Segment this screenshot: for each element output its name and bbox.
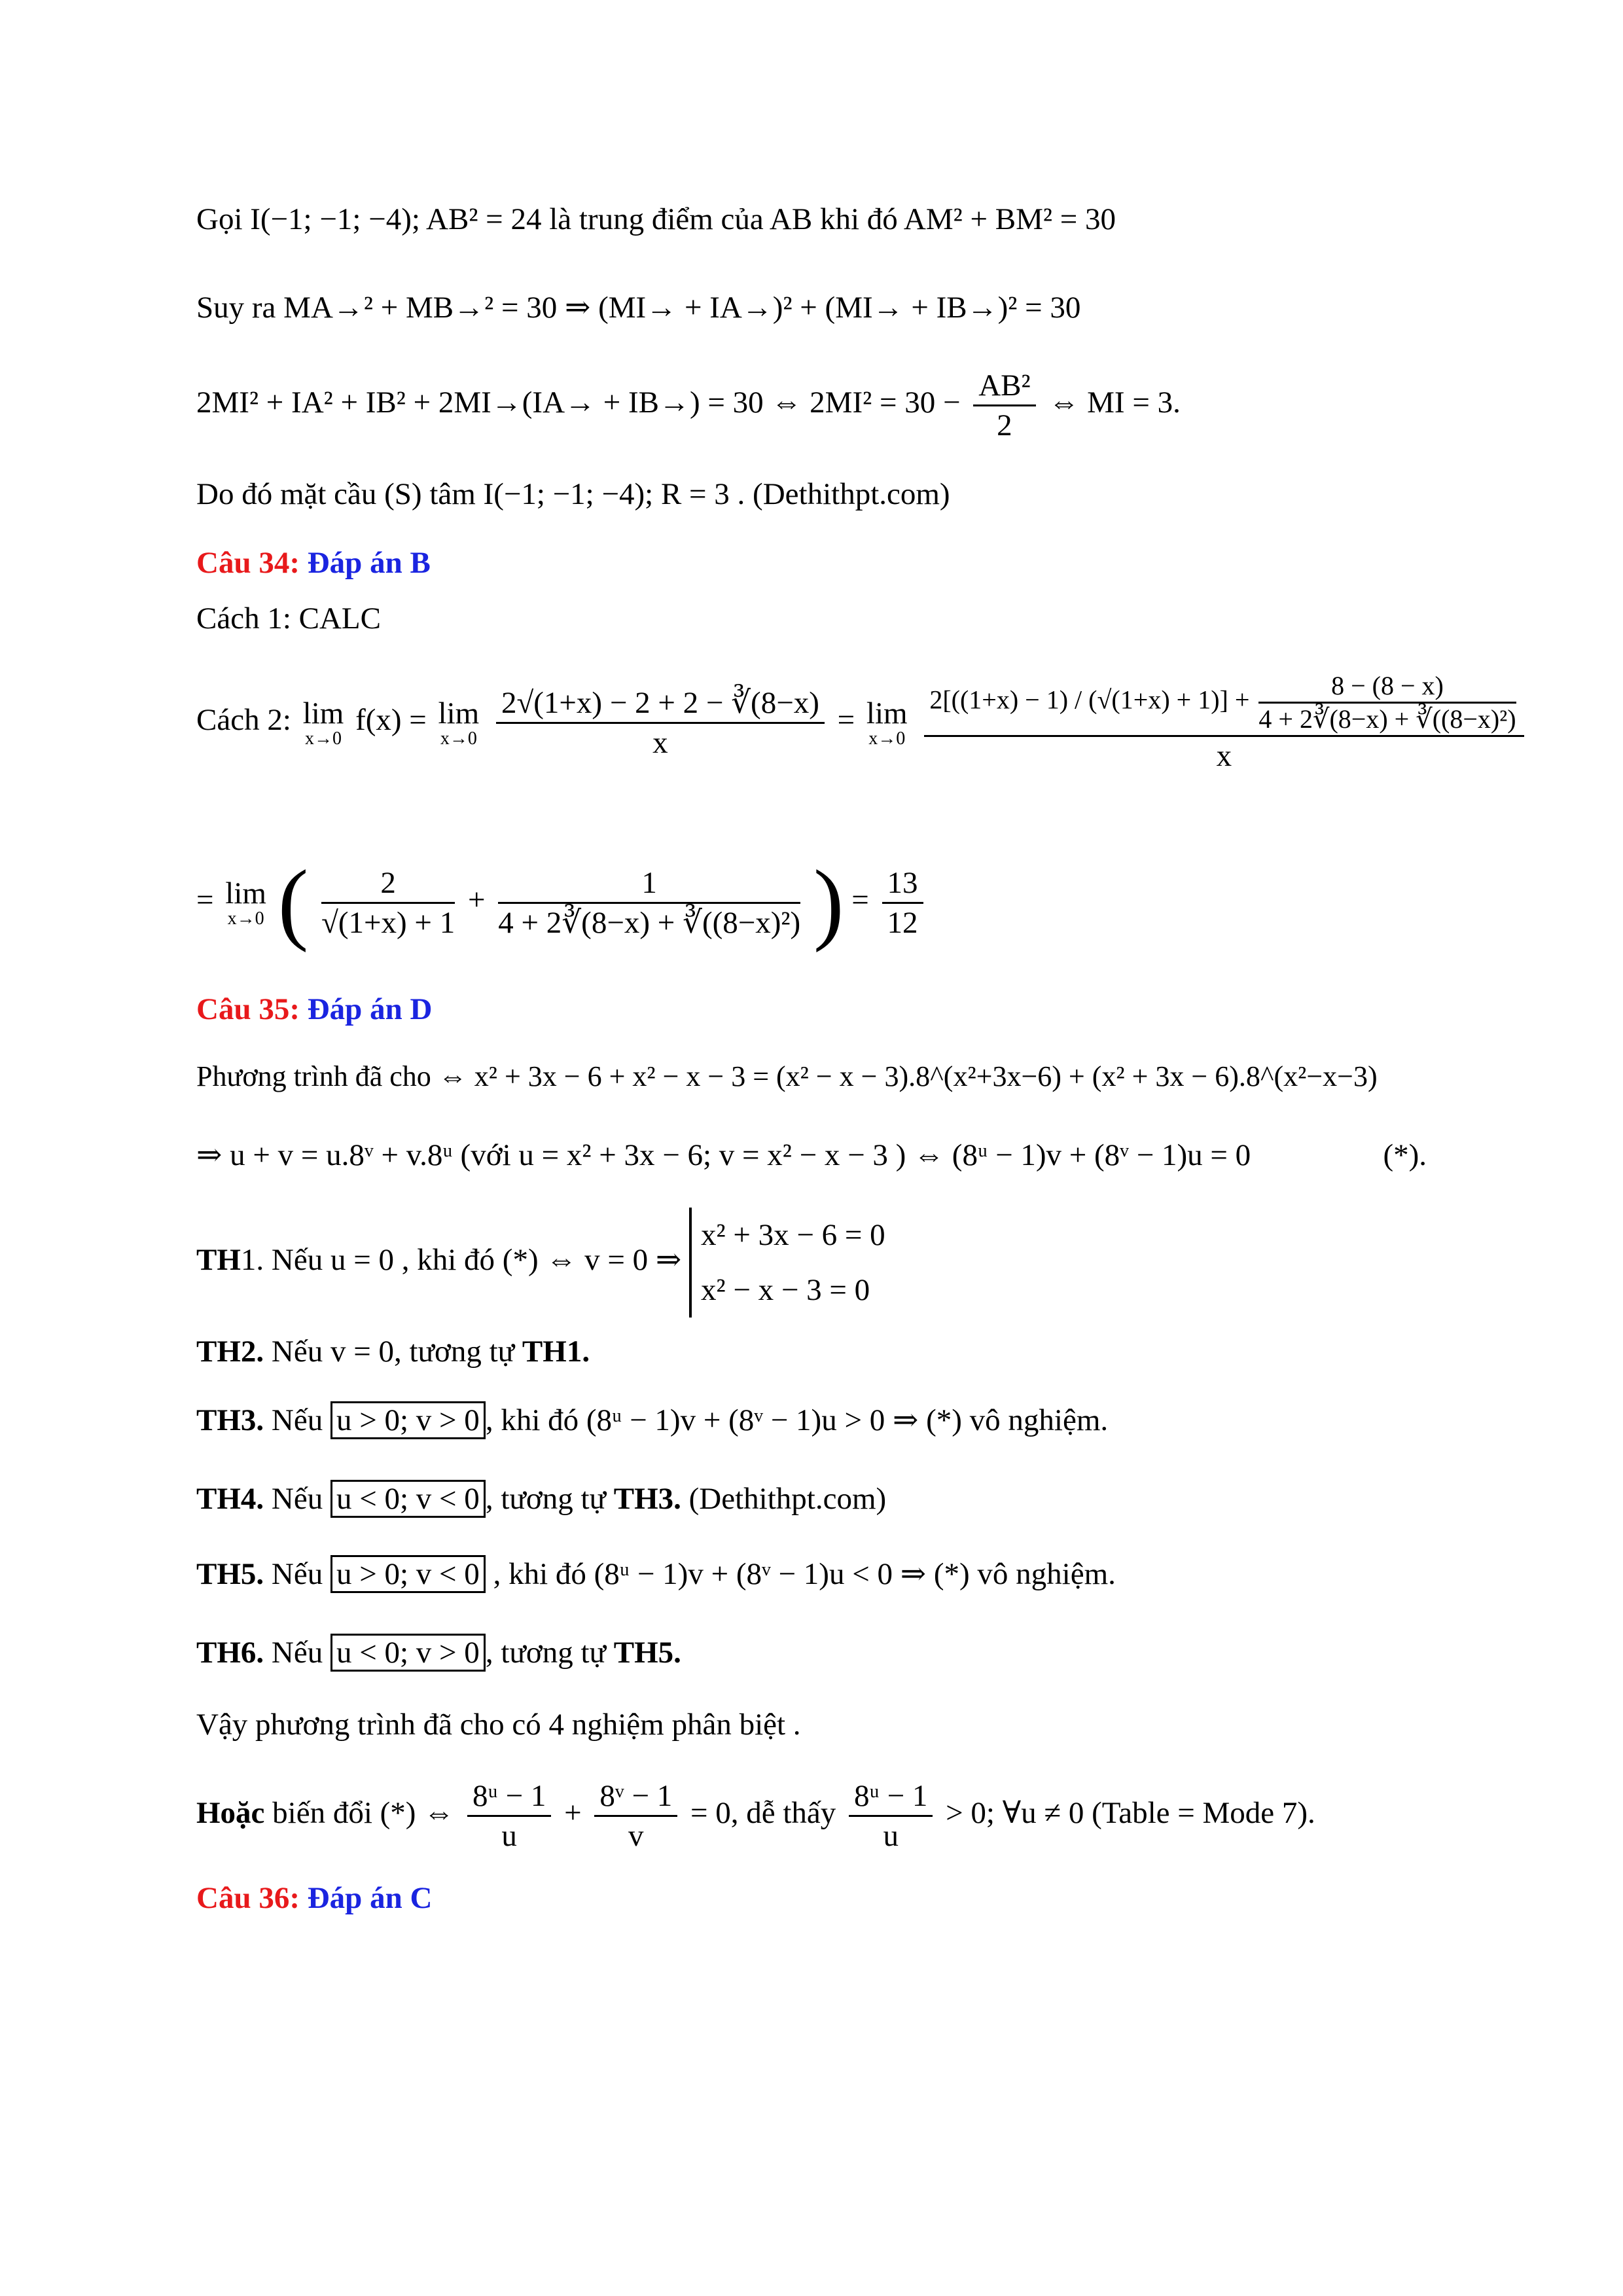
answer-label: Đáp án C <box>307 1881 433 1915</box>
lim-word: lim <box>438 696 480 731</box>
fraction-denominator: 4 + 2∛(8−x) + ∛((8−x)²) <box>1258 704 1516 734</box>
question-label: Câu 36: <box>196 1881 300 1915</box>
fraction-limit-1 <box>496 684 825 762</box>
fraction-denominator: √(1+x) + 1 <box>321 905 455 940</box>
question-34-heading <box>196 543 431 583</box>
method-1-line: Cách 1: CALC <box>196 601 381 636</box>
lim-word: lim <box>225 876 266 911</box>
answer-label: Đáp án B <box>307 546 431 580</box>
fraction-numerator: AB² <box>973 367 1035 406</box>
limit-operator <box>303 697 344 748</box>
fx-text: f(x) = <box>355 703 427 737</box>
case-label: TH2. <box>196 1335 264 1369</box>
fraction-denominator: 12 <box>887 905 918 940</box>
limit-operator-2 <box>438 697 480 748</box>
eq-mi-lhs: 2MI² + IA² + IB² + 2MI→(IA→ + IB→) = 30 ⇔ 2MI² = 30 − <box>196 386 961 420</box>
case-label: TH6. <box>196 1636 264 1670</box>
fraction-alt-1 <box>467 1777 551 1855</box>
case-th4 <box>196 1479 886 1518</box>
fraction-1-over-cbrt <box>498 864 800 942</box>
big-num-part-a: 2[((1+x) − 1) / (√(1+x) + 1)] <box>929 685 1228 715</box>
method-2-label: Cách 2: <box>196 703 291 737</box>
bracket-case-b: x² − x − 3 = 0 <box>700 1273 870 1308</box>
fraction-numerator: 2√(1+x) − 2 + 2 − ∛(8−x) <box>496 684 825 724</box>
case-th6 <box>196 1633 681 1672</box>
alternative-line <box>196 1767 1315 1859</box>
text-line-mat-cau: Do đó mặt cầu (S) tâm I(−1; −1; −4); R = 3 . (Dethithpt.com) <box>196 477 950 511</box>
case-th5 <box>196 1554 1116 1594</box>
lim-word: lim <box>866 696 908 731</box>
fraction-alt-2 <box>594 1777 677 1855</box>
fraction-alt-3 <box>849 1777 933 1855</box>
lim-subscript: x→0 <box>227 908 264 929</box>
case-pre: Nếu <box>271 1482 323 1516</box>
case-bracket <box>689 1208 885 1318</box>
case-text: 1. Nếu u = 0 , khi đó (*) ⇔ v = 0 ⇒ <box>240 1243 682 1277</box>
fraction-ab2-over-2 <box>973 367 1035 444</box>
eq-mi-rhs: ⇔ MI = 3. <box>1048 386 1181 420</box>
fraction-denominator: 4 + 2∛(8−x) + ∛((8−x)²) <box>498 905 801 940</box>
case-pre: Nếu <box>271 1636 323 1670</box>
question-35-heading <box>196 990 432 1029</box>
fraction-denominator: u <box>501 1818 517 1853</box>
lim-word: lim <box>302 696 344 731</box>
fraction-numerator <box>924 670 1524 737</box>
lim-subscript: x→0 <box>440 728 477 749</box>
case-th2 <box>196 1332 590 1371</box>
left-paren: ( <box>277 852 309 954</box>
method-2-line <box>196 661 1529 779</box>
equation-line-2-text: ⇒ u + v = u.8ᵛ + v.8ᵘ (với u = x² + 3x − 6; v = x² − x − 3 ) ⇔ (8ᵘ − 1)v + (8ᵛ − 1)u = 0 <box>196 1138 1251 1172</box>
fraction-denominator: x <box>1216 739 1232 774</box>
alt-plus: + <box>564 1796 582 1830</box>
case-text: , khi đó (8ᵘ − 1)v + (8ᵛ − 1)u > 0 ⇒ (*) vô nghiệm. <box>485 1403 1109 1437</box>
alt-text-1: biến đổi (*) ⇔ <box>272 1796 455 1830</box>
big-num-plus: + <box>1234 685 1250 715</box>
fraction-inner <box>1258 670 1516 735</box>
fraction-numerator: 13 <box>882 864 923 904</box>
case-label: TH3. <box>196 1403 264 1437</box>
text-line-gọi: Gọi I(−1; −1; −4); AB² = 24 là trung điểm của AB khi đó AM² + BM² = 30 <box>196 202 1116 236</box>
fraction-numerator: 8ᵘ − 1 <box>467 1777 551 1817</box>
equation-tag: (*). <box>1383 1138 1427 1172</box>
boxed-condition: u > 0; v > 0 <box>330 1401 486 1439</box>
case-text: , tương tự <box>485 1636 606 1670</box>
result-eq: = <box>196 883 214 917</box>
question-label: Câu 34: <box>196 546 300 580</box>
fraction-numerator: 2 <box>321 864 455 904</box>
fraction-numerator: 1 <box>498 864 800 904</box>
question-label: Câu 35: <box>196 992 300 1026</box>
equation-mi <box>196 363 1181 444</box>
case-text: , khi đó (8ᵘ − 1)v + (8ᵛ − 1)u < 0 ⇒ (*) vô nghiệm. <box>493 1557 1116 1591</box>
case-pre: Nếu <box>271 1403 323 1437</box>
fraction-denominator: v <box>628 1818 644 1853</box>
case-ref: TH3. <box>613 1482 681 1516</box>
case-text: Nếu v = 0, tương tự <box>271 1335 515 1369</box>
right-paren: ) <box>813 852 844 954</box>
limit-result-line <box>196 844 929 958</box>
alt-text-2: = 0, dễ thấy <box>690 1796 836 1830</box>
conclusion-line: Vậy phương trình đã cho có 4 nghiệm phân biệt . <box>196 1708 801 1742</box>
equation-line-2 <box>196 1136 1427 1175</box>
limit-operator-3 <box>866 697 908 748</box>
case-label: TH <box>196 1243 241 1277</box>
fraction-numerator: 8 − (8 − x) <box>1258 670 1516 704</box>
case-label: TH5. <box>196 1557 264 1591</box>
case-ref: TH1. <box>522 1335 590 1369</box>
fraction-denominator: 2 <box>997 408 1012 442</box>
lim-subscript: x→0 <box>868 728 906 749</box>
answer-label: Đáp án D <box>307 992 433 1026</box>
fraction-denominator: x <box>652 725 668 760</box>
fraction-big <box>924 670 1524 775</box>
case-ref: TH5. <box>613 1636 681 1670</box>
alt-text-3: > 0; ∀u ≠ 0 (Table = Mode 7). <box>946 1796 1315 1830</box>
boxed-condition: u < 0; v < 0 <box>330 1480 486 1518</box>
case-label: TH4. <box>196 1482 264 1516</box>
boxed-condition: u > 0; v < 0 <box>330 1555 486 1593</box>
question-36-heading <box>196 1878 432 1918</box>
fraction-denominator: u <box>883 1818 899 1853</box>
fraction-2-over-sqrt <box>321 864 455 942</box>
equation-line-1: Phương trình đã cho ⇔ x² + 3x − 6 + x² − x − 3 = (x² − x − 3).8^(x²+3x−6) + (x² + 3x − 6).8^(x²−x−3) <box>196 1060 1378 1092</box>
case-text: , tương tự <box>485 1482 606 1516</box>
case-th1 <box>196 1204 885 1318</box>
plus-sign: + <box>467 883 486 917</box>
fraction-result <box>882 864 923 942</box>
case-pre: Nếu <box>271 1557 323 1591</box>
case-tail: (Dethithpt.com) <box>688 1482 887 1516</box>
fraction-numerator: 8ᵛ − 1 <box>594 1777 677 1817</box>
bracket-case-a: x² + 3x − 6 = 0 <box>700 1218 885 1253</box>
alt-label: Hoặc <box>196 1796 265 1830</box>
lim-subscript: x→0 <box>304 728 342 749</box>
fraction-numerator: 8ᵘ − 1 <box>849 1777 933 1817</box>
equals-sign: = <box>837 703 855 737</box>
result-eq-2: = <box>851 883 869 917</box>
case-th3 <box>196 1401 1108 1440</box>
text-line-suy-ra: Suy ra MA→² + MB→² = 30 ⇒ (MI→ + IA→)² + (MI→ + IB→)² = 30 <box>196 291 1081 325</box>
limit-operator-4 <box>225 877 266 928</box>
boxed-condition: u < 0; v > 0 <box>330 1634 486 1672</box>
